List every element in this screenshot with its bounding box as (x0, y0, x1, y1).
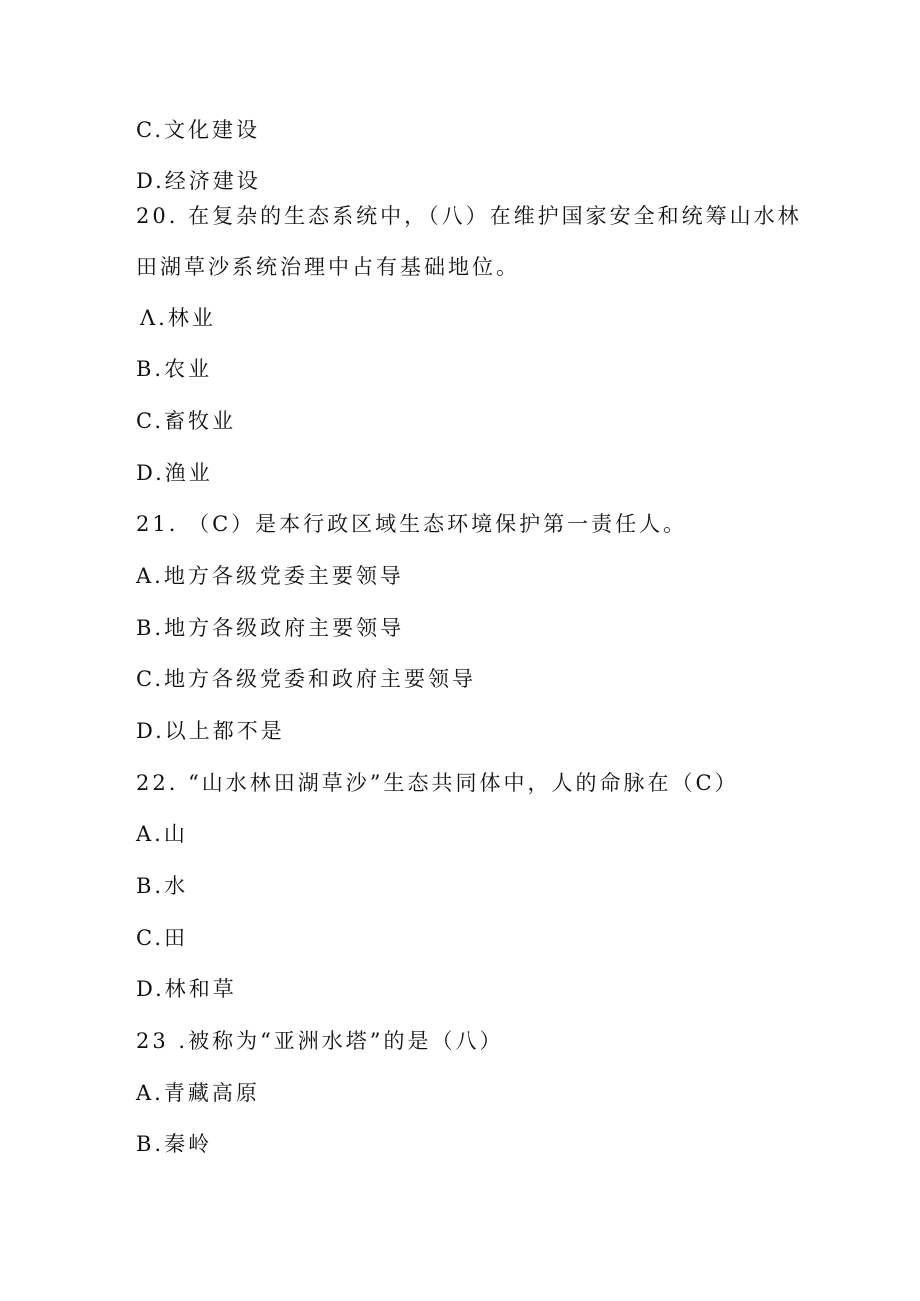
question-20-line-1: 20. 在复杂的生态系统中，（八）在维护国家安全和统筹山水林 (136, 204, 802, 228)
q22-option-d: D.林和草 (136, 977, 237, 1001)
q22-option-a: A.山 (136, 822, 188, 846)
q20-option-a: Λ.林业 (140, 306, 216, 330)
option-d-economy: D.经济建设 (136, 169, 261, 193)
q21-option-a: A.地方各级党委主要领导 (136, 564, 404, 588)
question-21: 21. （C）是本行政区域生态环境保护第一责任人。 (136, 512, 688, 536)
q20-option-d: D.渔业 (136, 461, 213, 485)
q23-option-a: A.青藏高原 (136, 1081, 260, 1105)
option-c-culture: C.文化建设 (136, 118, 260, 142)
q21-option-b: B.地方各级政府主要领导 (136, 616, 405, 640)
question-20-line-2: 田湖草沙系统治理中占有基础地位。 (136, 255, 520, 279)
q21-option-d: D.以上都不是 (136, 719, 285, 743)
question-23: 23 .被称为“亚洲水塔”的是（八） (136, 1029, 504, 1053)
q22-option-b: B.水 (136, 874, 189, 898)
q22-option-c: C.田 (136, 926, 188, 950)
q23-option-b: B.秦岭 (136, 1132, 213, 1156)
question-22: 22. “山水林田湖草沙”生态共同体中，人的命脉在（C） (136, 771, 739, 795)
q20-option-c: C.畜牧业 (136, 409, 236, 433)
q21-option-c: C.地方各级党委和政府主要领导 (136, 667, 476, 691)
q20-option-b: B.农业 (136, 357, 213, 381)
